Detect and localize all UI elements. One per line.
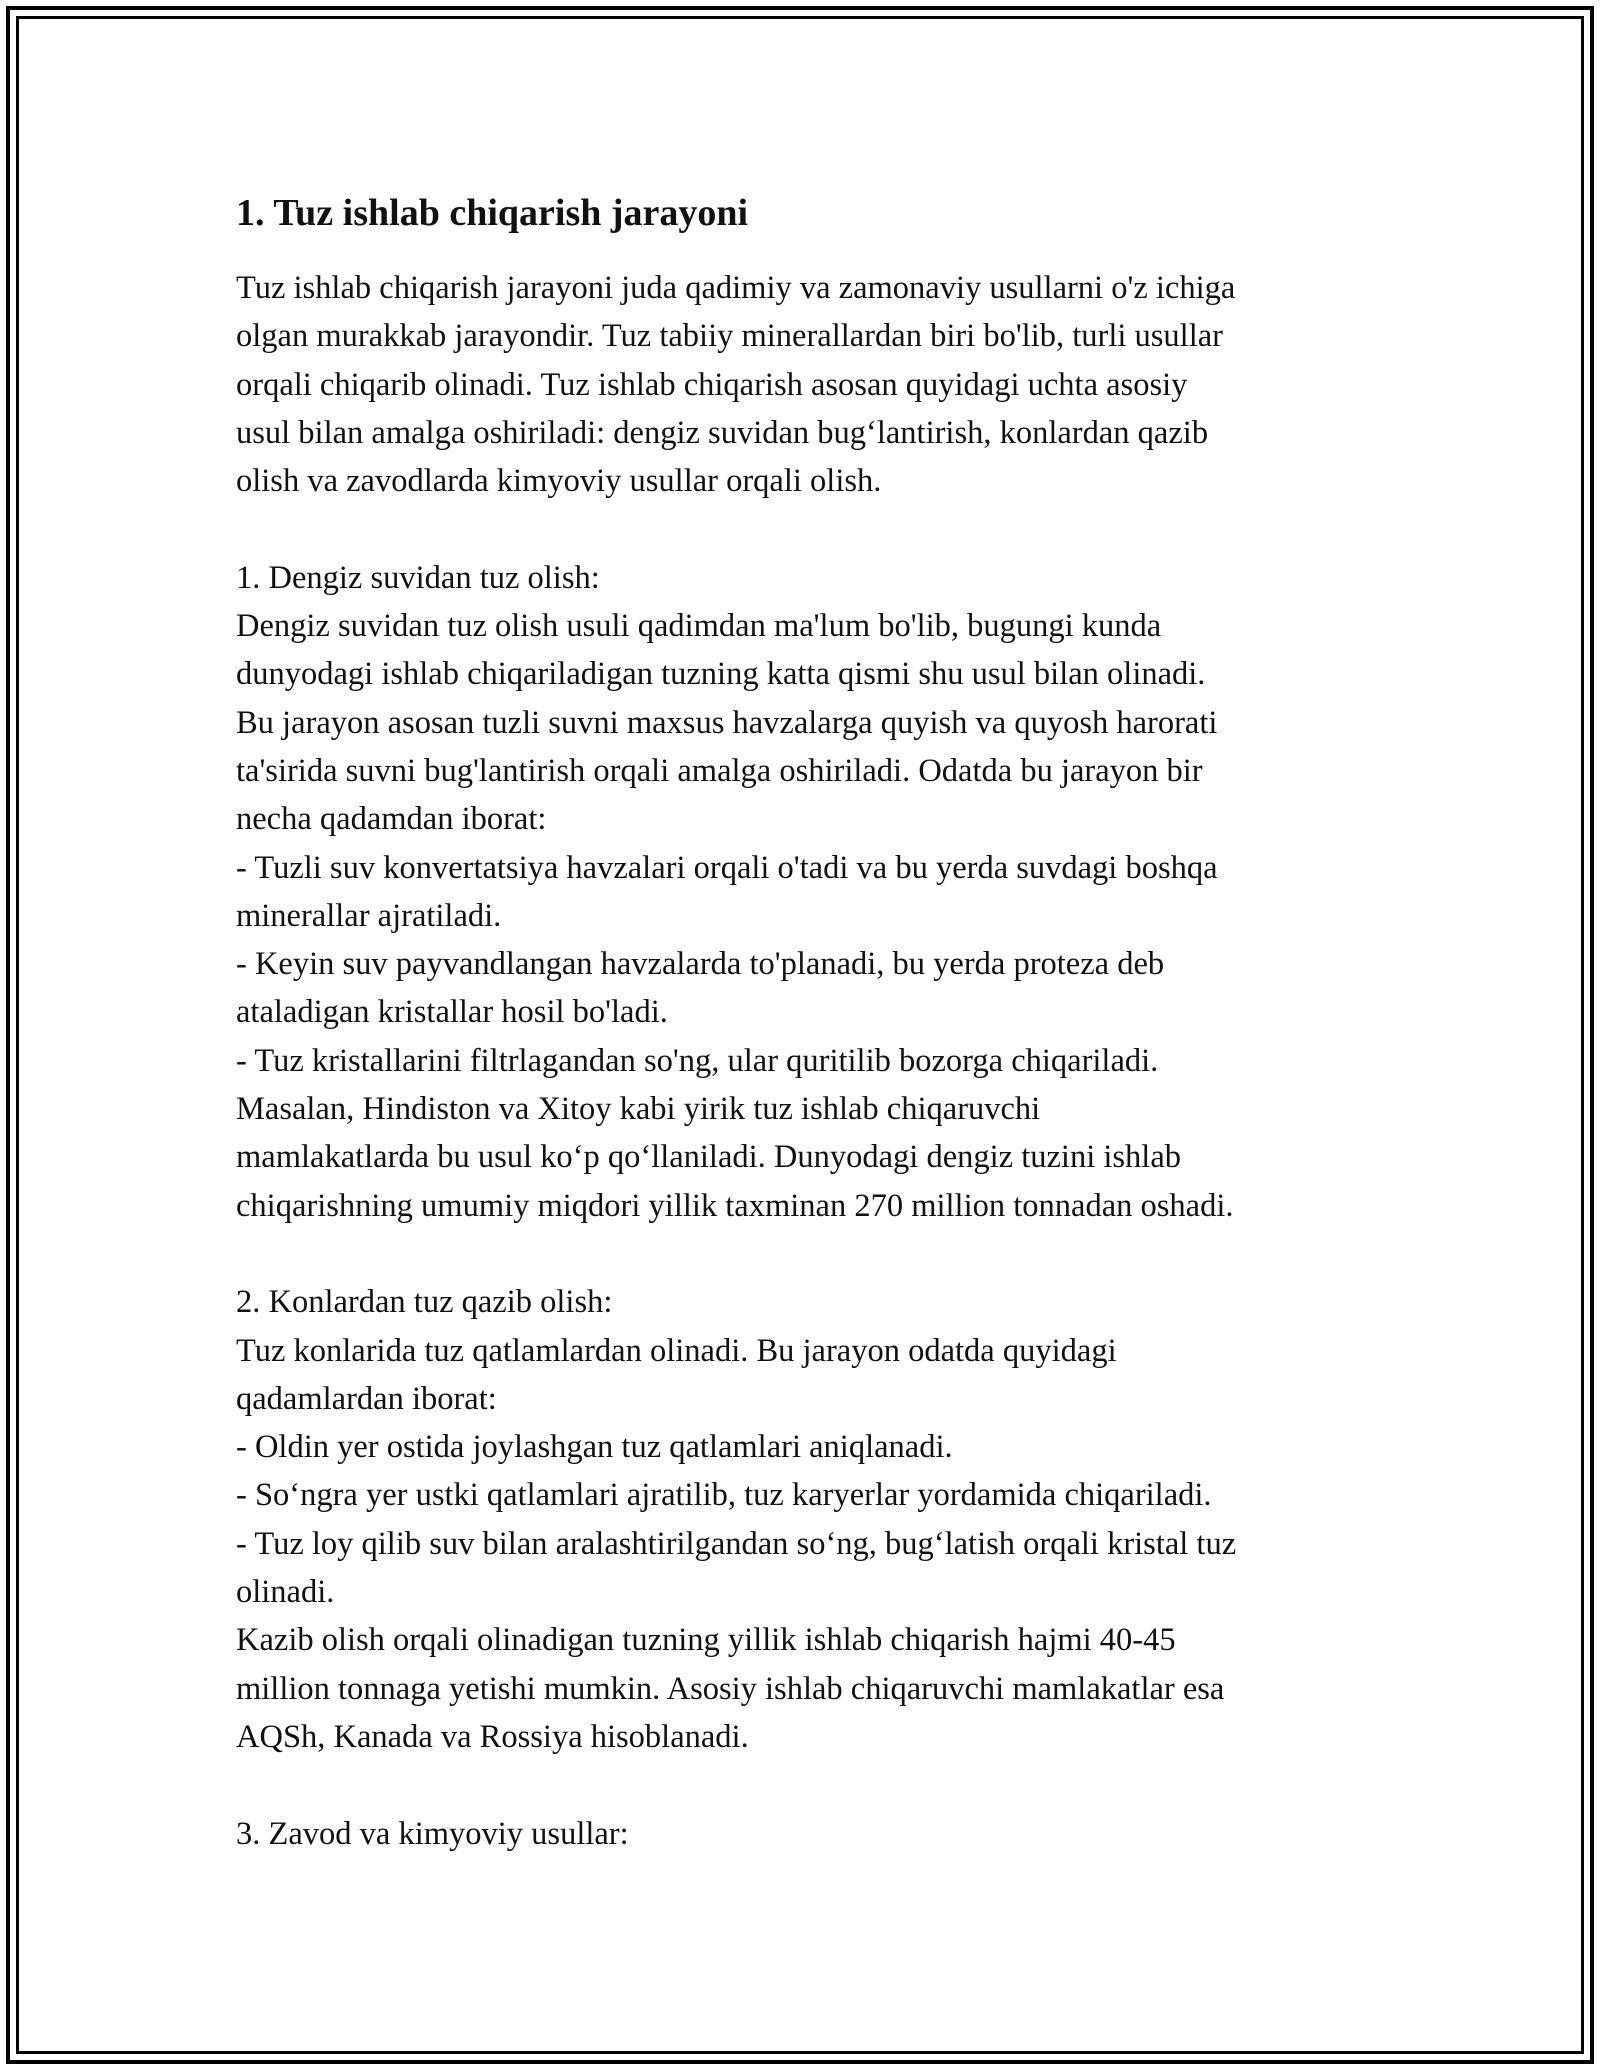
intro-paragraph — [236, 264, 1386, 505]
section-sea-salt — [236, 554, 1386, 1230]
section-factory — [236, 1810, 1386, 1858]
text-line: Dengiz suvidan tuz olish usuli qadimdan ma'lum bo'lib, bugungi kunda — [236, 608, 1162, 645]
text-line: olinadi. — [236, 1574, 335, 1611]
paragraph-gap — [236, 1230, 1386, 1278]
text-line: ataladigan kristallar hosil bo'ladi. — [236, 994, 668, 1031]
text-line: olish va zavodlarda kimyoviy usullar orqali olish. — [236, 463, 882, 500]
text-line: necha qadamdan iborat: — [236, 801, 547, 838]
text-line: Bu jarayon asosan tuzli suvni maxsus havzalarga quyish va quyosh harorati — [236, 704, 1218, 741]
text-line: usul bilan amalga oshiriladi: dengiz suvidan bug‘lantirish, konlardan qazib — [236, 414, 1209, 451]
paragraph-gap — [236, 505, 1386, 553]
section-heading: 3. Zavod va kimyoviy usullar: — [236, 1815, 629, 1852]
text-line: orqali chiqarib olinadi. Tuz ishlab chiqarish asosan quyidagi uchta asosiy — [236, 366, 1188, 403]
text-line: chiqarishning umumiy miqdori yillik taxminan 270 million tonnadan oshadi. — [236, 1187, 1234, 1224]
list-item-line: - Keyin suv payvandlangan havzalarda to'planadi, bu yerda proteza deb — [236, 946, 1165, 983]
section-heading: 2. Konlardan tuz qazib olish: — [236, 1284, 613, 1321]
text-line: mamlakatlarda bu usul ko‘p qo‘llaniladi. Dunyodagi dengiz tuzini ishlab — [236, 1139, 1181, 1176]
text-line: minerallar ajratiladi. — [236, 897, 502, 934]
text-line: million tonnaga yetishi mumkin. Asosiy ishlab chiqaruvchi mamlakatlar esa — [236, 1670, 1225, 1707]
list-item-line: - Tuz kristallarini filtrlagandan so'ng, ular quritilib bozorga chiqariladi. — [236, 1042, 1159, 1079]
paragraph-gap — [236, 1761, 1386, 1809]
list-item-line: - Tuzli suv konvertatsiya havzalari orqali o'tadi va bu yerda suvdagi boshqa — [236, 849, 1218, 886]
text-line: Masalan, Hindiston va Xitoy kabi yirik tuz ishlab chiqaruvchi — [236, 1091, 1041, 1128]
text-line: Tuz ishlab chiqarish jarayoni juda qadimiy va zamonaviy usullarni o'z ichiga — [236, 270, 1236, 306]
list-item-line: - Tuz loy qilib suv bilan aralashtirilgandan so‘ng, bug‘latish orqali kristal tuz — [236, 1525, 1237, 1562]
section-heading: 1. Dengiz suvidan tuz olish: — [236, 559, 600, 596]
list-item-line: - Oldin yer ostida joylashgan tuz qatlamlari aniqlanadi. — [236, 1429, 953, 1466]
text-line: ta'sirida suvni bug'lantirish orqali amalga oshiriladi. Odatda bu jarayon bir — [236, 752, 1203, 789]
section-mining — [236, 1278, 1386, 1761]
document-body — [236, 188, 1386, 1858]
text-line: qadamlardan iborat: — [236, 1380, 497, 1417]
text-line: dunyodagi ishlab chiqariladigan tuzning katta qismi shu usul bilan olinadi. — [236, 656, 1206, 693]
text-line: olgan murakkab jarayondir. Tuz tabiiy minerallardan biri bo'lib, turli usullar — [236, 318, 1223, 355]
text-line: Tuz konlarida tuz qatlamlardan olinadi. Bu jarayon odatda quyidagi — [236, 1332, 1117, 1369]
list-item-line: - So‘ngra yer ustki qatlamlari ajratilib, tuz karyerlar yordamida chiqariladi. — [236, 1477, 1212, 1514]
text-line: Kazib olish orqali olinadigan tuzning yillik ishlab chiqarish hajmi 40-45 — [236, 1622, 1176, 1659]
text-line: AQSh, Kanada va Rossiya hisoblanadi. — [236, 1718, 749, 1755]
document-title: 1. Tuz ishlab chiqarish jarayoni — [236, 192, 749, 234]
